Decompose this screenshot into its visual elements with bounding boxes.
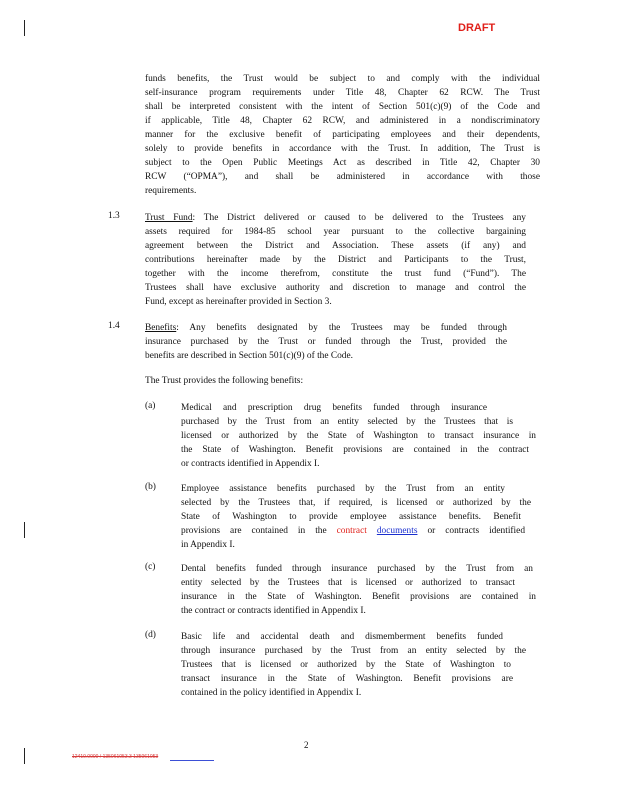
page-number: 2	[304, 740, 309, 750]
text-line: insurance in the State of Washington. Benefit provisions are contained in	[181, 592, 536, 602]
text-line: contained in the policy identified in Appendix I.	[181, 688, 362, 698]
text-line: agreement between the District and Association. These assets (if any) and	[145, 241, 526, 251]
benefits-intro-sentence: The Trust provides the following benefits:	[145, 376, 304, 386]
inserted-text: contract	[336, 526, 367, 536]
text-line: entity selected by the Trustees that is licensed or authorized to transact	[181, 578, 515, 588]
intro-paragraph	[145, 72, 540, 198]
text-line: provisions are contained in the contract documents or contracts identified	[181, 526, 526, 536]
text-line: Trustees shall have exclusive authority and discretion to manage and control the	[145, 283, 526, 293]
text-line: if applicable, Title 48, Chapter 62 RCW, and administered in a nondiscriminatory	[145, 116, 540, 126]
text-line: licensed or authorized by the State of Washington to transact insurance in	[181, 431, 536, 441]
text-line: subject to the Open Public Meetings Act as described in Title 42, Chapter 30	[145, 158, 540, 168]
section-number: 1.4	[108, 321, 120, 331]
margin-change-bar	[24, 748, 25, 764]
footer-rule	[170, 760, 214, 761]
text-line: contributions hereinafter made by the District and Participants to the Trust,	[145, 255, 526, 265]
benefit-item-life	[181, 630, 526, 700]
benefit-item-dental	[181, 562, 536, 618]
text-line: manner for the exclusive benefit of participating employees and their dependents,	[145, 130, 540, 140]
text-line: Employee assistance benefits purchased by the Trust from an entity	[181, 484, 505, 494]
benefit-item-eap	[181, 482, 531, 552]
text-line: Basic life and accidental death and dismemberment benefits funded	[181, 632, 503, 642]
text-line: Fund, except as hereinafter provided in Section 3.	[145, 297, 332, 307]
text-line: assets required for 1984-85 school year pursuant to the collective bargaining	[145, 227, 526, 237]
list-label: (b)	[145, 482, 156, 492]
list-label: (c)	[145, 562, 156, 572]
text-line: Benefits: Any benefits designated by the Trustees may be funded through	[145, 323, 507, 333]
text-line: together with the income therefrom, constitute the trust fund (“Fund”). The	[145, 269, 526, 279]
text-line: State of Washington to provide employee assistance benefits. Benefit	[181, 512, 521, 522]
list-label: (a)	[145, 401, 156, 411]
section-number: 1.3	[108, 211, 120, 221]
benefits-paragraph	[145, 321, 507, 363]
text-line: in Appendix I.	[181, 540, 235, 550]
text-line: or contracts identified in Appendix I.	[181, 459, 320, 469]
text-line: requirements.	[145, 186, 197, 196]
draft-watermark: DRAFT	[458, 22, 496, 34]
list-label: (d)	[145, 630, 156, 640]
text-line: Medical and prescription drug benefits funded through insurance	[181, 403, 487, 413]
text-line: selected by the Trustees that, if required, is licensed or authorized by the	[181, 498, 531, 508]
text-line: self-insurance program requirements under Title 48, Chapter 62 RCW. The Trust	[145, 88, 540, 98]
margin-change-bar	[24, 20, 25, 36]
section-heading: Benefits	[145, 323, 177, 333]
revised-text: documents	[376, 526, 418, 536]
margin-change-bar	[24, 522, 25, 538]
text-line: funds benefits, the Trust would be subject to and comply with the individual	[145, 74, 540, 84]
text-line: solely to provide benefits in accordance with the Trust. In addition, The Trust is	[145, 144, 540, 154]
text-line: transact insurance in the State of Washington. Benefit provisions are	[181, 674, 513, 684]
text-line: RCW (“OPMA”), and shall be administered in accordance with those	[145, 172, 540, 182]
text-line: through insurance purchased by the Trust from an entity selected by the	[181, 646, 526, 656]
text-line: the contract or contracts identified in Appendix I.	[181, 606, 366, 616]
benefit-item-medical	[181, 401, 536, 471]
text-line: shall be interpreted consistent with the intent of Section 501(c)(9) of the Code and	[145, 102, 540, 112]
section-heading: Trust Fund	[145, 213, 193, 223]
text-line: Dental benefits funded through insurance purchased by the Trust from an	[181, 564, 533, 574]
text-line: Trustees that is licensed or authorized by the State of Washington to	[181, 660, 511, 670]
text-line: the State of Washington. Benefit provisions are contained in the contract	[181, 445, 529, 455]
document-code: 12410.0000 / 135061053.3 135061053	[72, 754, 159, 760]
trust-fund-paragraph	[145, 211, 526, 309]
text-line: benefits are described in Section 501(c)(9) of the Code.	[145, 351, 353, 361]
text-line: insurance purchased by the Trust or funded through the Trust, provided the	[145, 337, 507, 347]
text-line: Trust Fund: The District delivered or caused to be delivered to the Trustees any	[145, 213, 526, 223]
text-line: purchased by the Trust from an entity selected by the Trustees that is	[181, 417, 513, 427]
